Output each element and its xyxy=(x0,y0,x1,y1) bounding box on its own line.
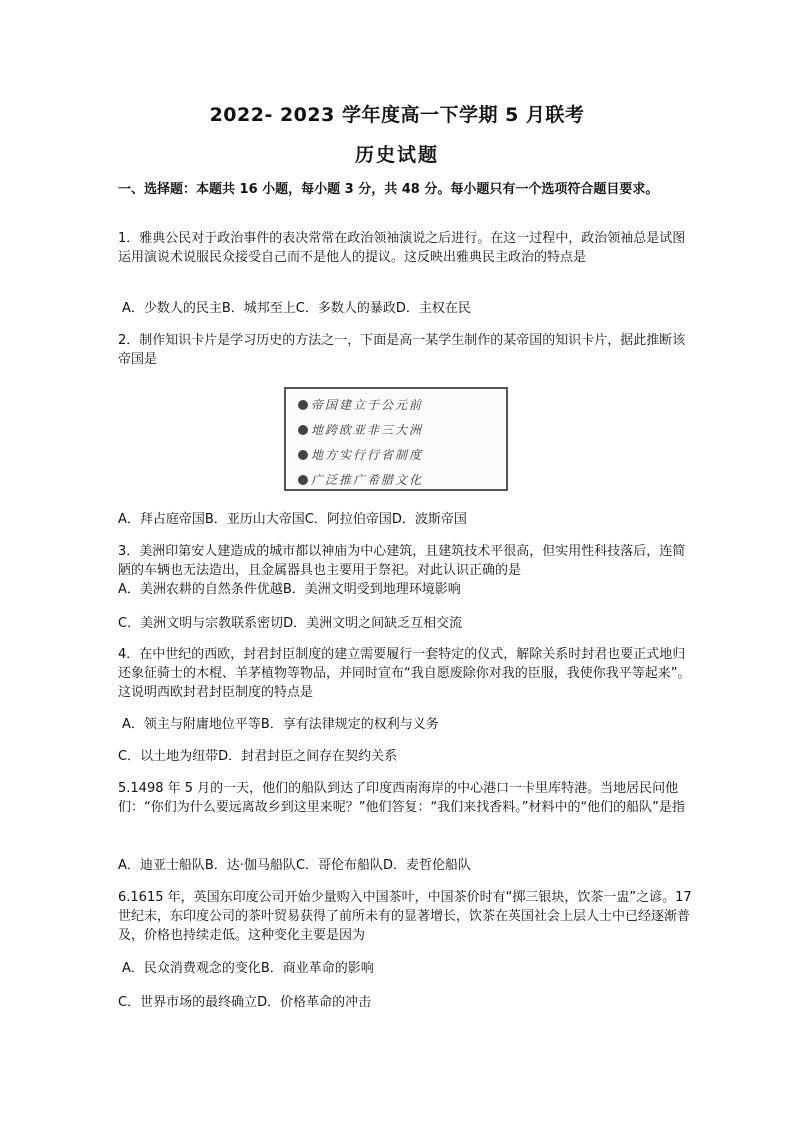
question-4-stem: 4．在中世纪的西欧，封君封臣制度的建立需要履行一套特定的仪式，解除关系时封君也要正式地归还象征骑士的木棍、羊茅植物等物品，并同时宣布“我自愿废除你对我的臣服，我使你我平等起来”。这说明西欧封君封臣制度的特点是 xyxy=(118,647,691,700)
exam-subtitle: 历史试题 xyxy=(354,144,439,166)
question-1-options: A．少数人的民主B．城邦至上C．多数人的暴政D．主权在民 xyxy=(122,301,471,316)
bullet-icon xyxy=(298,400,308,410)
bullet-icon xyxy=(298,475,308,485)
question-2-options: A．拜占庭帝国B．亚历山大帝国C．阿拉伯帝国D．波斯帝国 xyxy=(118,512,467,527)
question-2-stem: 2．制作知识卡片是学习历史的方法之一，下面是高一某学生制作的某帝国的知识卡片，据此推断该帝国是 xyxy=(118,333,686,367)
bullet-icon xyxy=(298,450,308,460)
question-3-options-line2: C．美洲文明与宗教联系密切D．美洲文明之间缺乏互相交流 xyxy=(118,616,463,631)
question-6-options-line2: C．世界市场的最终确立D．价格革命的冲击 xyxy=(118,995,372,1010)
question-5-options: A．迪亚士船队B．达·伽马船队C．哥伦布船队D．麦哲伦船队 xyxy=(118,858,472,873)
question-3-options-line1: A．美洲农耕的自然条件优越B．美洲文明受到地理环境影响 xyxy=(118,582,461,597)
question-3-stem: 3．美洲印第安人建造成的城市都以神庙为中心建筑，且建筑技术平很高，但实用性科技落后，连简陋的车辆也无法造出，且金属器具也主要用于祭祀。对此认识正确的是 xyxy=(118,544,686,578)
card-item: 广泛推广希腊文化 xyxy=(298,468,506,493)
question-5-stem: 5.1498 年 5 月的一天，他们的船队到达了印度西南海岸的中心港口一卡里库特港。当地居民问他们：“你们为什么要远离故乡到这里来呢？”他们答复：“我们来找香料。”材料中的“他们的船队”是指 xyxy=(118,781,685,815)
question-6-stem: 6.1615 年，英国东印度公司开始少量购入中国茶叶，中国茶价时有“掷三银块，饮茶一盅”之谚。17 世纪末，东印度公司的茶叶贸易获得了前所未有的显著增长，饮茶在英国社会上层人士中已经逐渐普及，价格也持续走低。这种变化主要是因为 xyxy=(118,890,692,943)
question-1-stem: 1．雅典公民对于政治事件的表决常常在政治领袖演说之后进行。在这一过程中，政治领袖总是试图运用演说术说服民众接受自己而不是他人的提议。这反映出雅典民主政治的特点是 xyxy=(118,231,686,265)
section-heading: 一、选择题：本题共 16 小题，每小题 3 分，共 48 分。每小题只有一个选项符合题目要求。 xyxy=(118,182,659,197)
card-item: 帝国建立于公元前 xyxy=(298,393,506,418)
bullet-icon xyxy=(298,425,308,435)
question-4-options-line1: A．领主与附庸地位平等B．享有法律规定的权利与义务 xyxy=(122,717,439,732)
exam-title: 2022- 2023 学年度高一下学期 5 月联考 xyxy=(209,104,585,126)
card-item: 地跨欧亚非三大洲 xyxy=(298,418,506,443)
card-item: 地方实行行省制度 xyxy=(298,443,506,468)
question-4-options-line2: C．以土地为纽带D．封君封臣之间存在契约关系 xyxy=(118,749,398,764)
question-6-options-line1: A．民众消费观念的变化B．商业革命的影响 xyxy=(122,961,374,976)
knowledge-card xyxy=(284,387,508,491)
